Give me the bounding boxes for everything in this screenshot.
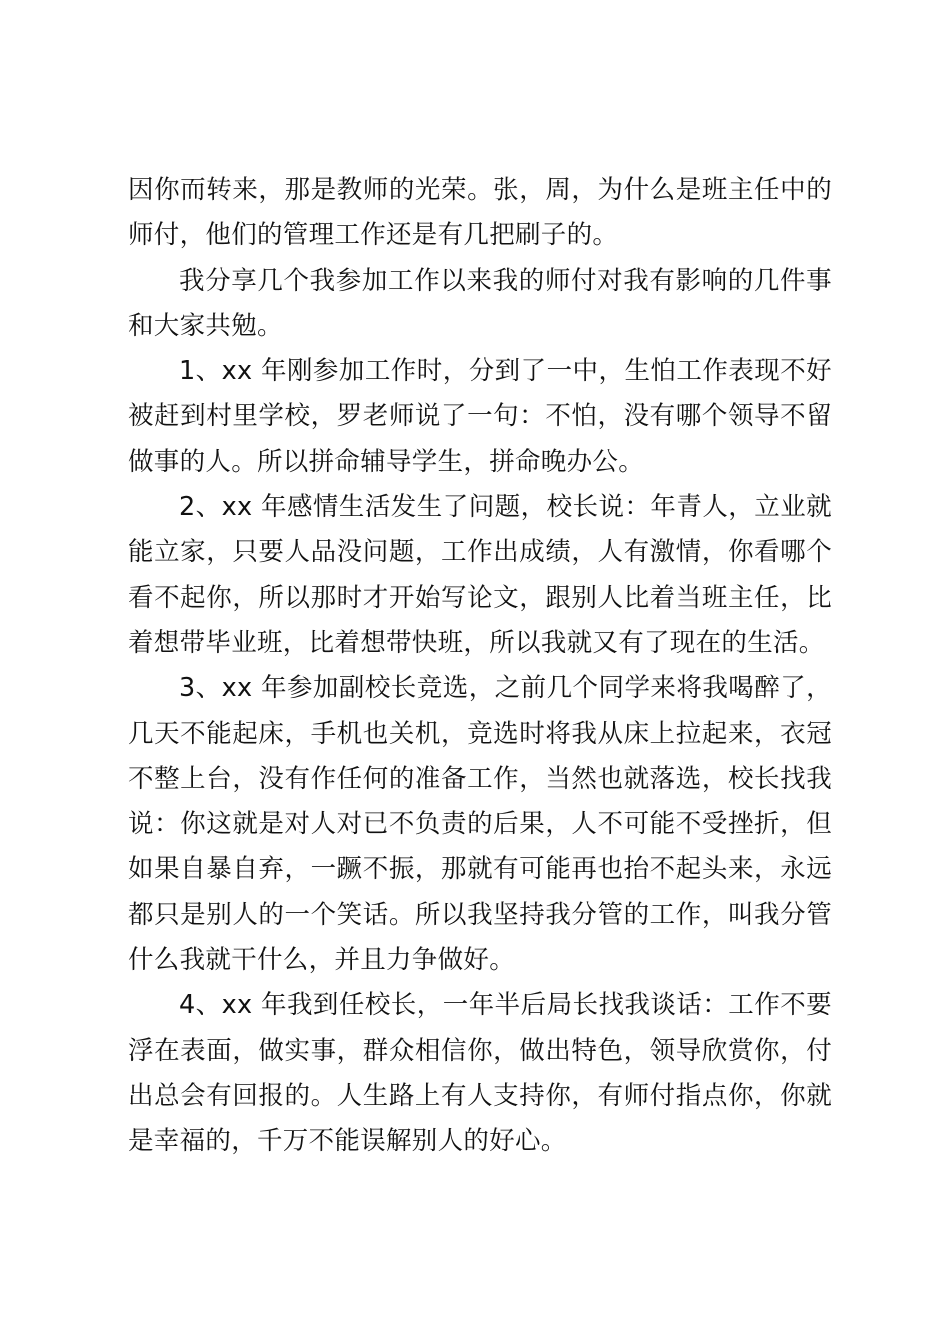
paragraph-intro: 我分享几个我参加工作以来我的师付对我有影响的几件事和大家共勉。 xyxy=(128,265,832,341)
paragraph-continuation: 因你而转来，那是教师的光荣。张，周，为什么是班主任中的师付，他们的管理工作还是有几把刷子的。 xyxy=(128,175,832,251)
document-body xyxy=(128,168,832,1165)
paragraph-item-2: 2、xx 年感情生活发生了问题，校长说：年青人，立业就能立家，只要人品没问题，工作出成绩，人有激情，你看哪个看不起你，所以那时才开始写论文，跟别人比着当班主任，比着想带毕业班，比着想带快班，所以我就又有了现在的生活。 xyxy=(128,492,832,658)
paragraph-item-3: 3、xx 年参加副校长竞选，之前几个同学来将我喝醉了，几天不能起床，手机也关机，竞选时将我从床上拉起来，衣冠不整上台，没有作任何的准备工作，当然也就落选，校长找我说：你这就是对人对已不负责的后果，人不可能不受挫折，但如果自暴自弃，一蹶不振，那就有可能再也抬不起头来，永远都只是别人的一个笑话。所以我坚持我分管的工作，叫我分管什么我就干什么，并且力争做好。 xyxy=(128,673,832,976)
paragraph-item-1: 1、xx 年刚参加工作时，分到了一中，生怕工作表现不好被赶到村里学校，罗老师说了一句：不怕，没有哪个领导不留做事的人。所以拼命辅导学生，拼命晚办公。 xyxy=(128,356,832,477)
paragraph-item-4: 4、xx 年我到任校长，一年半后局长找我谈话：工作不要浮在表面，做实事，群众相信你，做出特色，领导欣赏你，付出总会有回报的。人生路上有人支持你，有师付指点你，你就是幸福的，千万不能误解别人的好心。 xyxy=(128,990,832,1157)
